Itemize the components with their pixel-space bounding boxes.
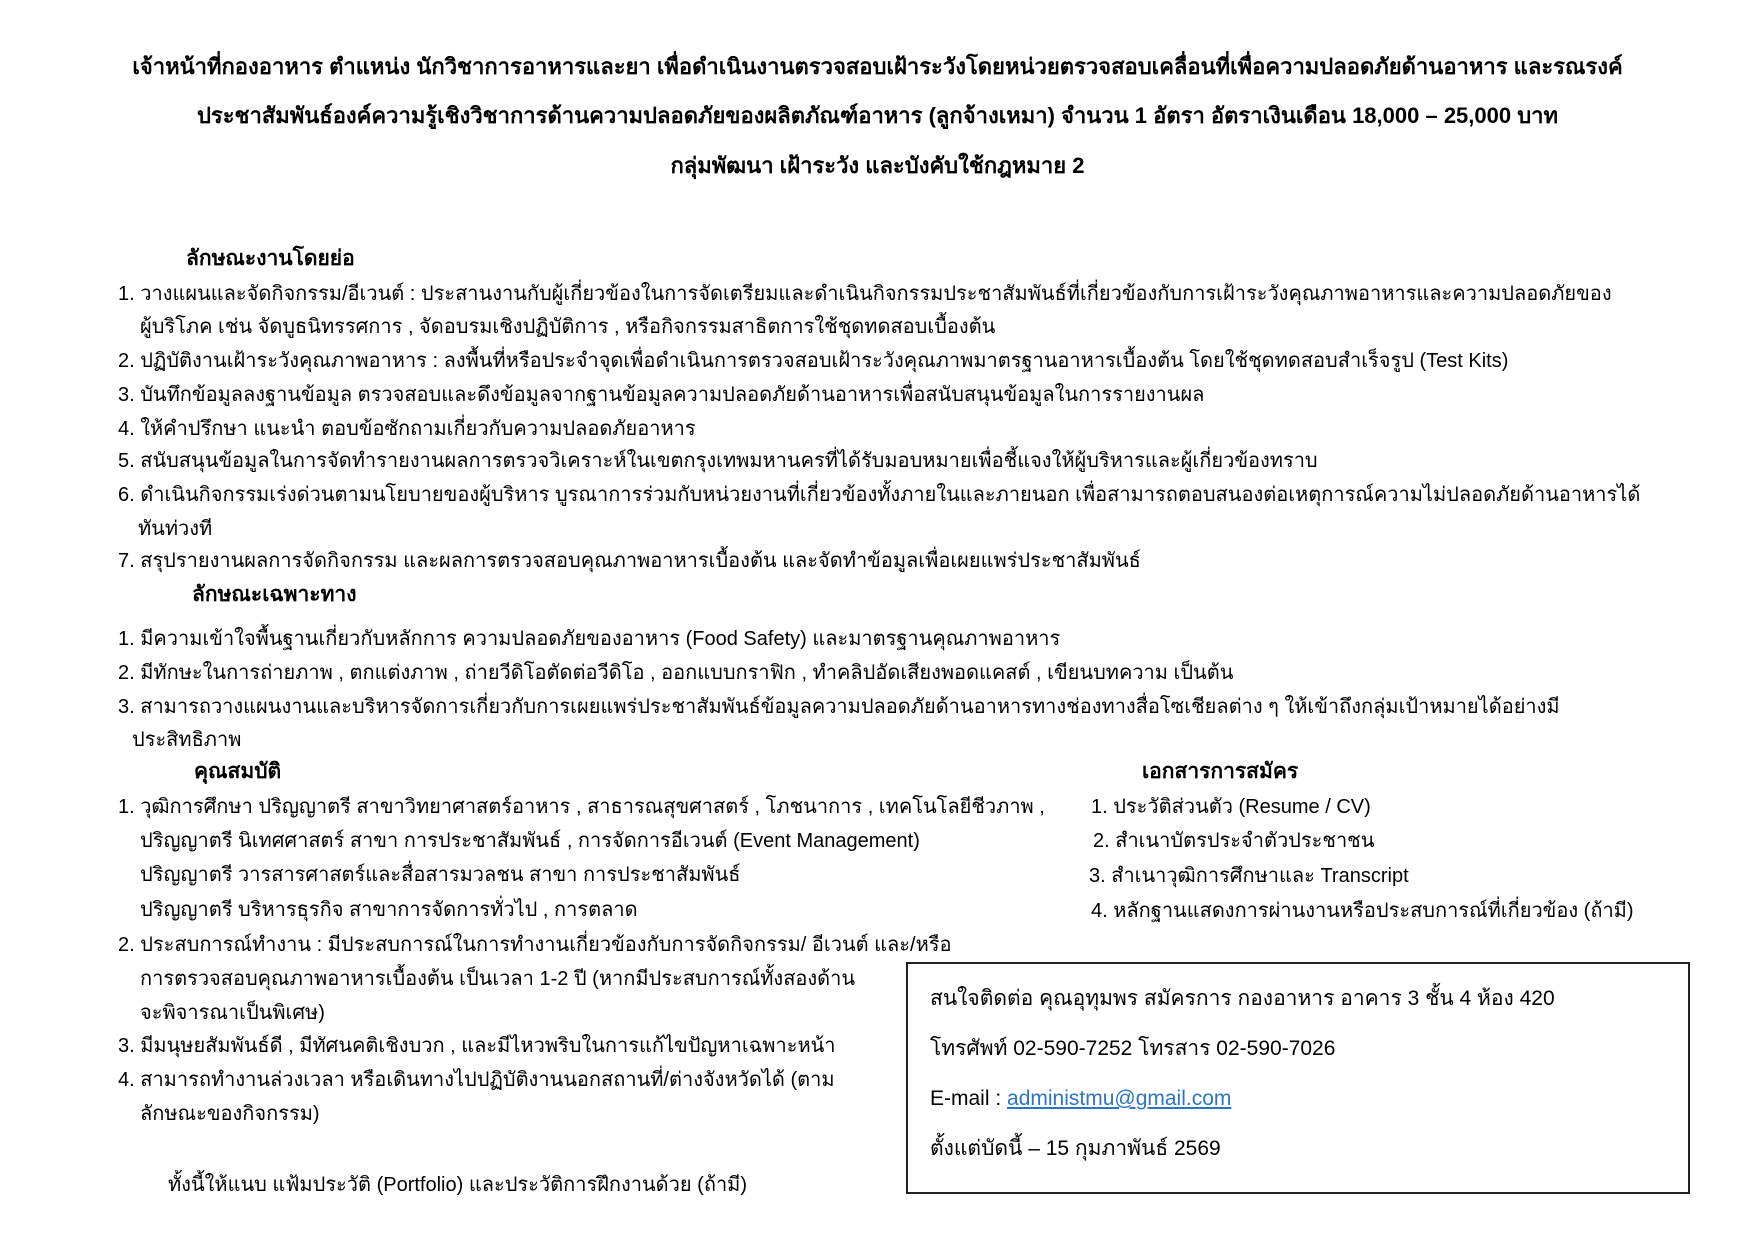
list-item-cont: ผู้บริโภค เช่น จัดบูธนิทรรศการ , จัดอบรมเชิงปฏิบัติการ , หรือกิจกรรมสาธิตการใช้ชุดทดสอบเบื้องต้น xyxy=(140,316,996,338)
list-item: 1. มีความเข้าใจพื้นฐานเกี่ยวกับหลักการ ความปลอดภัยของอาหาร (Food Safety) และมาตรฐานคุณภาพอาหาร xyxy=(118,628,1061,650)
list-item: 2. ปฏิบัติงานเฝ้าระวังคุณภาพอาหาร : ลงพื้นที่หรือประจำจุดเพื่อดำเนินการตรวจสอบเฝ้าระวังคุณภาพมาตรฐานอาหารเบื้องต้น โดยใช้ชุดทดสอบสำเร็จรูป (Test Kits) xyxy=(118,350,1509,372)
list-item: 1. ประวัติส่วนตัว (Resume / CV) xyxy=(1091,796,1371,818)
title-line: กลุ่มพัฒนา เฝ้าระวัง และบังคับใช้กฎหมาย 2 xyxy=(670,153,1085,178)
contact-email-row xyxy=(930,1086,1231,1112)
title-line: ประชาสัมพันธ์องค์ความรู้เชิงวิชาการด้านความปลอดภัยของผลิตภัณฑ์อาหาร (ลูกจ้างเหมา) จำนวน 1 อัตรา อัตราเงินเดือน 18,000 – 25,000 บาท xyxy=(196,103,1559,128)
portfolio-note: ทั้งนี้ให้แนบ แฟ้มประวัติ (Portfolio) และประวัติการฝึกงานด้วย (ถ้ามี) xyxy=(168,1174,748,1196)
section-heading: ลักษณะงานโดยย่อ xyxy=(186,247,355,270)
contact-phone-fax: โทรศัพท์ 02-590-7252 โทรสาร 02-590-7026 xyxy=(930,1037,1336,1060)
list-item: 3. สามารถวางแผนงานและบริหารจัดการเกี่ยวกับการเผยแพร่ประชาสัมพันธ์ข้อมูลความปลอดภัยด้านอาหารทางช่องทางสื่อโซเชียลต่าง ๆ ให้เข้าถึงกลุ่มเป้าหมายได้อย่างมี xyxy=(118,696,1560,718)
list-item-cont: การตรวจสอบคุณภาพอาหารเบื้องต้น เป็นเวลา 1-2 ปี (หากมีประสบการณ์ทั้งสองด้าน xyxy=(140,968,856,990)
list-item: 1. วุฒิการศึกษา ปริญญาตรี สาขาวิทยาศาสตร์อาหาร , สาธารณสุขศาสตร์ , โภชนาการ , เทคโนโลยีชีวภาพ , xyxy=(118,796,1045,818)
list-item: 3. มีมนุษยสัมพันธ์ดี , มีทัศนคติเชิงบวก , และมีไหวพริบในการแก้ไขปัญหาเฉพาะหน้า xyxy=(118,1035,836,1057)
list-item: 5. สนับสนุนข้อมูลในการจัดทำรายงานผลการตรวจวิเคราะห์ในเขตกรุงเทพมหานครที่ได้รับมอบหมายเพื่อชี้แจงให้ผู้บริหารและผู้เกี่ยวข้องทราบ xyxy=(118,450,1318,472)
section-heading: คุณสมบัติ xyxy=(194,760,282,783)
list-item: 2. มีทักษะในการถ่ายภาพ , ตกแต่งภาพ , ถ่ายวีดิโอตัดต่อวีดิโอ , ออกแบบกราฟิก , ทำคลิปอัดเสียงพอดแคสต์ , เขียนบทความ เป็นต้น xyxy=(118,662,1234,684)
list-item-cont: ปริญญาตรี บริหารธุรกิจ สาขาการจัดการทั่วไป , การตลาด xyxy=(140,899,638,921)
application-deadline: ตั้งแต่บัดนี้ – 15 กุมภาพันธ์ 2569 xyxy=(930,1137,1221,1160)
list-item: 2. สำเนาบัตรประจำตัวประชาชน xyxy=(1093,830,1375,852)
email-link[interactable]: administmu@gmail.com xyxy=(1007,1087,1232,1110)
list-item-cont: ลักษณะของกิจกรรม) xyxy=(140,1103,320,1125)
email-label: E-mail : xyxy=(930,1087,1008,1110)
list-item: 4. หลักฐานแสดงการผ่านงานหรือประสบการณ์ที่เกี่ยวข้อง (ถ้ามี) xyxy=(1091,900,1634,922)
list-item: 3. บันทึกข้อมูลลงฐานข้อมูล ตรวจสอบและดึงข้อมูลจากฐานข้อมูลความปลอดภัยด้านอาหารเพื่อสนับสนุนข้อมูลในการรายงานผล xyxy=(118,384,1205,406)
section-heading: เอกสารการสมัคร xyxy=(1142,760,1299,783)
list-item-cont: ปริญญาตรี วารสารศาสตร์และสื่อสารมวลชน สาขา การประชาสัมพันธ์ xyxy=(140,864,741,886)
list-item: 7. สรุปรายงานผลการจัดกิจกรรม และผลการตรวจสอบคุณภาพอาหารเบื้องต้น และจัดทำข้อมูลเพื่อเผยแพร่ประชาสัมพันธ์ xyxy=(118,550,1141,572)
list-item-cont: ปริญญาตรี นิเทศศาสตร์ สาขา การประชาสัมพันธ์ , การจัดการอีเวนต์ (Event Management) xyxy=(140,830,920,852)
list-item: 3. สำเนาวุฒิการศึกษาและ Transcript xyxy=(1089,865,1409,887)
contact-box xyxy=(906,962,1690,1194)
list-item-cont: ทันท่วงที xyxy=(138,518,213,540)
section-heading: ลักษณะเฉพาะทาง xyxy=(192,583,357,606)
list-item: 4. ให้คำปรึกษา แนะนำ ตอบข้อซักถามเกี่ยวกับความปลอดภัยอาหาร xyxy=(118,418,696,440)
list-item: 4. สามารถทำงานล่วงเวลา หรือเดินทางไปปฏิบัติงานนอกสถานที่/ต่างจังหวัดได้ (ตาม xyxy=(118,1069,835,1091)
list-item: 1. วางแผนและจัดกิจกรรม/อีเวนต์ : ประสานงานกับผู้เกี่ยวข้องในการจัดเตรียมและดำเนินกิจกรรมประชาสัมพันธ์ที่เกี่ยวข้องกับการเฝ้าระวังคุณภาพอาหารและความปลอดภัยของ xyxy=(118,283,1612,305)
list-item-cont: จะพิจารณาเป็นพิเศษ) xyxy=(140,1002,325,1024)
list-item: 6. ดำเนินกิจกรรมเร่งด่วนตามนโยบายของผู้บริหาร บูรณาการร่วมกับหน่วยงานที่เกี่ยวข้องทั้งภายในและภายนอก เพื่อสามารถตอบสนองต่อเหตุการณ์ความไม่ปลอดภัยด้านอาหารได้ xyxy=(118,484,1641,506)
list-item: 2. ประสบการณ์ทำงาน : มีประสบการณ์ในการทำงานเกี่ยวข้องกับการจัดกิจกรรม/ อีเวนต์ และ/หรือ xyxy=(118,934,952,956)
list-item-cont: ประสิทธิภาพ xyxy=(132,729,242,751)
title-line: เจ้าหน้าที่กองอาหาร ตำแหน่ง นักวิชาการอาหารและยา เพื่อดำเนินงานตรวจสอบเฝ้าระวังโดยหน่วยตรวจสอบเคลื่อนที่เพื่อความปลอดภัยด้านอาหาร และรณรงค์ xyxy=(132,54,1623,79)
contact-person: สนใจติดต่อ คุณอุทุมพร สมัครการ กองอาหาร อาคาร 3 ชั้น 4 ห้อง 420 xyxy=(930,987,1555,1010)
